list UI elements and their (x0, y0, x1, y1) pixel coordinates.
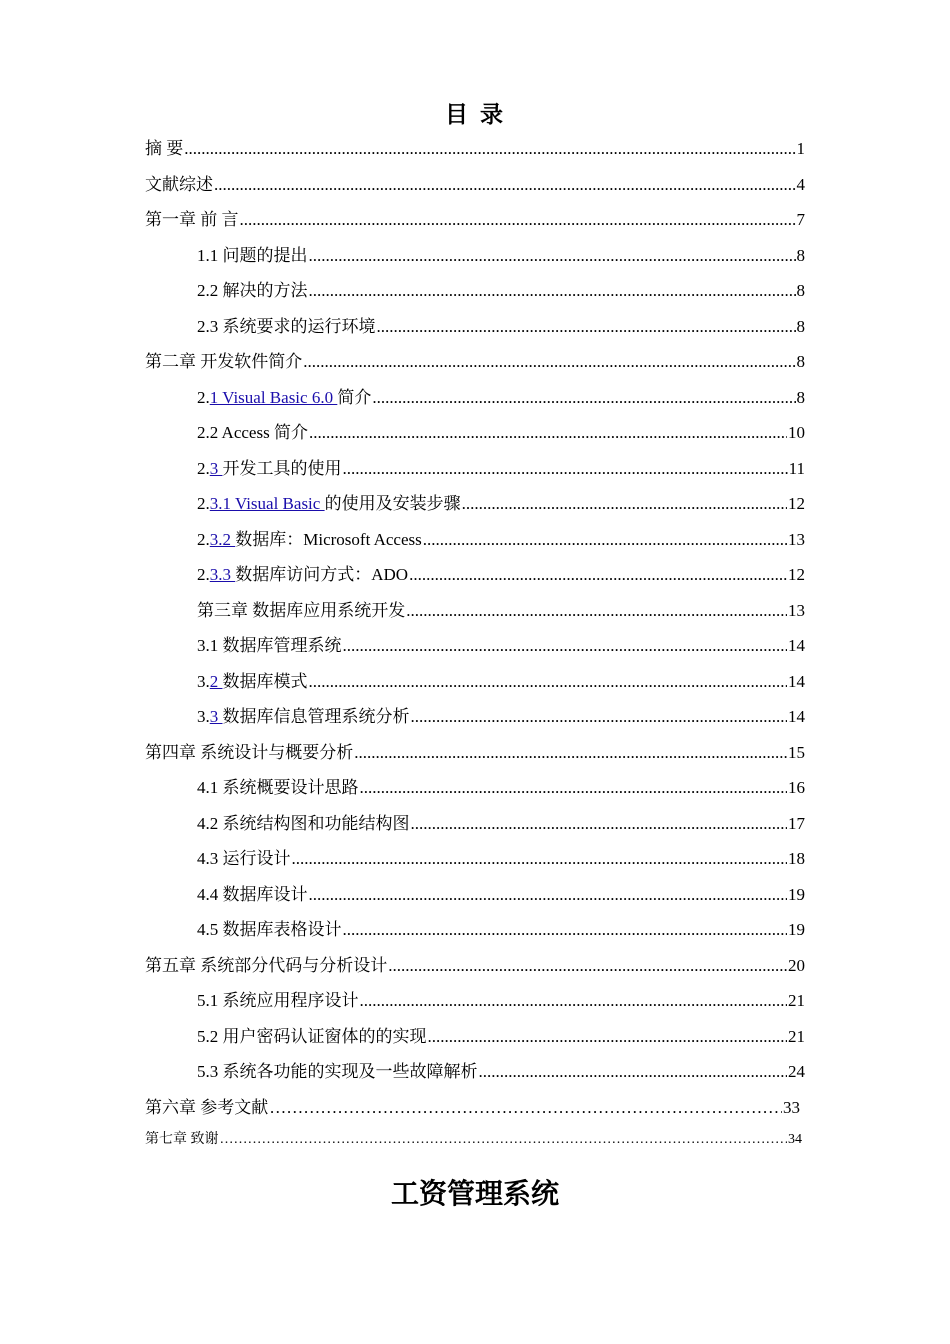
toc-page-number: 7 (796, 210, 805, 229)
toc-entry[interactable]: 3.2 数据库模式 ..... 14 (145, 667, 805, 703)
toc-page-number: 13 (788, 529, 805, 549)
toc-page-number: 18 (788, 849, 805, 868)
toc-entry[interactable]: 2.2 解决的方法 ..... 8 (145, 276, 805, 312)
toc-page-number: 14 (788, 671, 805, 691)
toc-page-number: 15 (788, 742, 805, 762)
toc-entry[interactable]: 第五章 系统部分代码与分析设计 ..... 20 (145, 951, 805, 987)
toc-page-number: 8 (796, 245, 805, 265)
toc-entry[interactable]: 2.3 开发工具的使用 ..... 11 (145, 454, 805, 490)
toc-page-number: 14 (788, 636, 805, 655)
toc-entry[interactable]: 4.3 运行设计 ..... 18 (145, 844, 805, 880)
toc-hyperlink[interactable]: 3.3 (209, 565, 236, 584)
toc-page-number: 4 (796, 174, 805, 194)
toc-page-number: 33 (783, 1097, 800, 1117)
toc-entry[interactable]: 第三章 数据库应用系统开发 ..... 13 (145, 596, 805, 632)
toc-title: 目 录 (444, 102, 505, 128)
toc-hyperlink[interactable]: 1 Visual Basic 6.0 (209, 387, 338, 407)
toc-hyperlink[interactable]: 3 (209, 707, 223, 726)
toc-page-number: 14 (788, 707, 805, 726)
toc-page-number: 12 (788, 494, 805, 513)
toc-page-number: 16 (788, 778, 805, 797)
toc-entry[interactable]: 4.2 系统结构图和功能结构图 ..... 17 (145, 809, 805, 845)
toc-entry[interactable]: 第二章 开发软件简介 ..... 8 (145, 347, 805, 383)
toc-entry[interactable]: 文献综述 ..... 4 (145, 170, 805, 206)
toc-hyperlink[interactable]: 3.2 (209, 529, 236, 549)
toc-hyperlink[interactable]: 3.1 Visual Basic (209, 494, 325, 513)
toc-entry[interactable]: 3.3 数据库信息管理系统分析 ..... 14 (145, 702, 805, 738)
toc-entry[interactable]: 第六章 参考文献 ………………………………………………………………………………………………………………… 33 (145, 1093, 800, 1129)
toc-page-number: 1 (796, 139, 805, 158)
toc-entry[interactable]: 2.3.1 Visual Basic 的使用及安装步骤 ..... 12 (145, 489, 805, 525)
toc-entry[interactable]: 4.1 系统概要设计思路 ..... 16 (145, 773, 805, 809)
toc-entry[interactable]: 4.5 数据库表格设计 ..... 19 (145, 915, 805, 951)
toc-entry[interactable]: 5.1 系统应用程序设计 ..... 21 (145, 986, 805, 1022)
toc-page-number: 19 (788, 884, 805, 904)
toc-page-number: 24 (788, 1062, 805, 1081)
toc-page-number: 10 (788, 423, 805, 442)
toc-entry[interactable]: 1.1 问题的提出 ..... 8 (145, 241, 805, 277)
toc-entry[interactable]: 第四章 系统设计与概要分析 ..... 15 (145, 738, 805, 774)
toc-entry[interactable]: 2.3.3 数据库访问方式：ADO ..... 12 (145, 560, 805, 596)
toc-entry[interactable]: 2.1 Visual Basic 6.0 简介 ..... 8 (145, 383, 805, 419)
toc-page-number: 17 (788, 813, 805, 833)
toc-page-number: 8 (796, 387, 805, 407)
toc-page-number: 8 (796, 281, 805, 300)
table-of-contents (145, 134, 805, 1164)
toc-entry[interactable]: 2.2 Access 简介 ..... 10 (145, 418, 805, 454)
toc-entry[interactable]: 5.3 系统各功能的实现及一些故障解析 ..... 24 (145, 1057, 805, 1093)
toc-page-number: 34 (788, 1132, 802, 1147)
toc-entry[interactable]: 第一章 前 言 ..... 7 (145, 205, 805, 241)
toc-page-number: 13 (788, 600, 805, 620)
toc-entry[interactable]: 2.3.2 数据库：Microsoft Access ..... 13 (145, 525, 805, 561)
toc-page-number: 12 (788, 565, 805, 584)
toc-page-number: 19 (788, 920, 805, 939)
toc-page-number: 8 (796, 316, 805, 336)
toc-entry[interactable]: 第七章 致谢 ………………………………………………………………………………………………………………… 34 (145, 1128, 802, 1164)
toc-entry[interactable]: 5.2 用户密码认证窗体的的实现 ..... 21 (145, 1022, 805, 1058)
toc-page-number: 21 (788, 1026, 805, 1046)
toc-entry[interactable]: 摘 要 ..... 1 (145, 134, 805, 170)
toc-entry[interactable]: 2.3 系统要求的运行环境 ..... 8 (145, 312, 805, 348)
toc-page-number: 20 (788, 955, 805, 975)
toc-entry[interactable]: 4.4 数据库设计 ..... 19 (145, 880, 805, 916)
toc-page-number: 8 (796, 352, 805, 371)
document-title: 工资管理系统 (390, 1177, 559, 1210)
toc-hyperlink[interactable]: 3 (209, 458, 223, 478)
toc-page-number: 11 (788, 458, 805, 478)
toc-hyperlink[interactable]: 2 (209, 671, 223, 691)
toc-entry[interactable]: 3.1 数据库管理系统 ..... 14 (145, 631, 805, 667)
toc-page-number: 21 (788, 991, 805, 1010)
